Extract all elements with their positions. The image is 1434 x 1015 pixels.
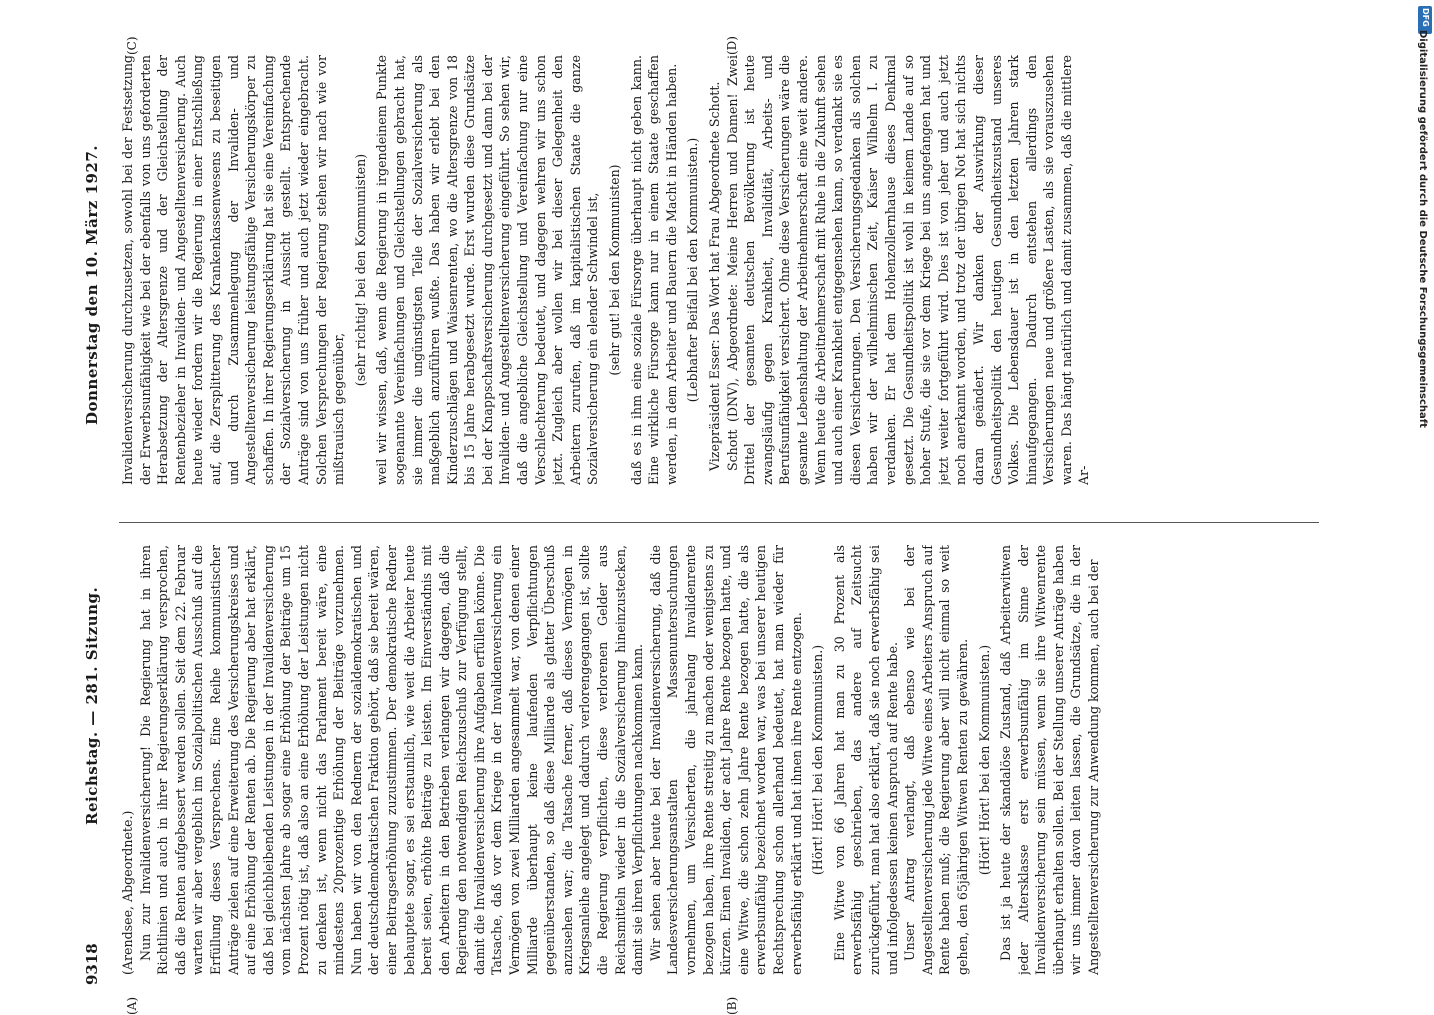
page-header <box>75 25 109 985</box>
paragraph: Das ist ja heute der skandalöse Zustand, daß Arbeiterwitwen jeder Altersklasse erst erwerbsunfähig im Sinne der Invalidenversicherung sein müssen, wenn sie ihre Witwenrente überhaupt erhalten sollen. Bei der Stellung unserer Anträge haben wir uns immer davon leiten lassen, die Grundsätze, die in der Angestelltenversicherung zur Anwendung kommen, auch bei der <box>998 545 1102 975</box>
digitization-credit <box>1414 30 1430 990</box>
paragraph: Vizepräsident Esser: Das Wort hat Frau Abgeordnete Schott. <box>707 81 722 471</box>
margin-marker-a: (A) <box>125 996 139 1015</box>
left-column <box>119 545 1329 975</box>
session-date: Donnerstag den 10. März 1927. <box>83 145 101 425</box>
interjection: (Hört! Hört! bei den Kommunisten.) <box>810 644 826 876</box>
session-title: Reichstag. — 281. Sitzung. <box>83 586 101 825</box>
paragraph: Eine Witwe von 66 Jahren hat man zu 30 Prozent als erwerbsfähig geschrieben, das andere auf Zeitsucht zurückgeführt, man hat also erklärt, daß sie noch erwerbsfähig sei und infolgedessen keinen Anspruch auf Rente habe. <box>831 545 900 975</box>
interjection: (sehr richtig! bei den Kommunisten) <box>352 153 368 387</box>
paragraph: Invalidenversicherung durchzusetzen, sowohl bei der Festsetzung der Erwerbsunfähigkeit wie bei der ebenfalls von uns geforderten Herabsetzung der Altersgrenze und der Gleichstellung der Rentenbezieher in Invaliden- und Angestelltenversicherung. Auch heute wieder fordern wir die Regierung in einer Entschließung auf, die Zersplitterung des Krankenkassenwesens zu beseitigen und durch Zusammenlegung der Invaliden- und Angestelltenversicherung leistungsfähige Versicherungskörper zu schaffen. In ihrer Regierungserklärung hat sie eine Vereinfachung der Sozialversicherung in Aussicht gestellt. Entsprechende Anträge sind von uns früher und auch jetzt wieder eingebracht. Solchen Versprechungen der Regierung stehen wir nach wie vor mißtrauisch gegenüber, <box>120 55 347 485</box>
paragraph: weil wir wissen, daß, wenn die Regierung in irgendeinem Punkte sogenannte Vereinfachungen und Gleichstellungen gebracht hat, sie immer die ungünstigsten Teile der Sozialversicherung als maßgeblich anzuführen wußte. Das haben wir erlebt bei den Kinderzuschlägen und Waisenrenten, wo die Altersgrenze von 18 bis 15 Jahre herabgesetzt wurde. Erst wurden diese Grundsätze bei der Knappschaftsversicherung durchgesetzt und dann bei der Invaliden- und Angestelltenversicherung eingeführt. So sehen wir, daß die angebliche Gleichstellung und Vereinfachung nur eine Verschlechterung bedeutet, und dagegen wehren wir uns schon jetzt. Zugleich aber wollen wir bei dieser Gelegenheit den Arbeitern zurufen, daß im kapitalistischen Staate die ganze Sozialversicherung ein elender Schwindel ist, <box>374 55 601 485</box>
margin-marker-d: (D) <box>725 36 739 55</box>
column-divider <box>119 522 1319 523</box>
digitization-credit-text: Digitalisierung gefördert durch die Deutsche Forschungsgemeinschaft <box>1417 30 1428 428</box>
dfg-logo-text: DFG <box>1421 8 1430 27</box>
paragraph: daß es in ihm eine soziale Fürsorge überhaupt nicht geben kann. Eine wirkliche Fürsorge kann nur in einem Staate geschaffen werden, in dem Arbeiter und Bauern die Macht in Händen haben. <box>628 55 679 485</box>
paragraph: Unser Antrag verlangt, daß ebenso wie bei der Angestelltenversicherung jede Witwe eines Arbeiters Anspruch auf Rente haben muß; die Regierung aber will nicht einmal so weit gehen, den 65jährigen Witwen Renten zu gewähren. <box>902 545 970 975</box>
speaker-continuation: (Arendsee, Abgeordnete.) <box>120 810 135 975</box>
interjection: (sehr gut! bei den Kommunisten) <box>607 164 623 376</box>
page-number: 9318 <box>83 943 101 985</box>
interjection: (Hört! Hört! bei den Kommunisten.) <box>976 644 992 876</box>
paragraph: Wir sehen aber heute bei der Invalidenversicherung, daß die Landesversicherungsanstalten Massenuntersuchungen vornehmen, um Versicherten, die jahrelang Invalidenrente bezogen haben, ihre Rente streitig zu machen oder wenigstens zu kürzen. Einen Invaliden, der acht Jahre Rente bezogen hatte, und eine Witwe, die schon zehn Jahre Rente bezogen hatte, die als erwerbsunfähig bezeichnet worden war, was bei unserer heutigen Rechtsprechung schon allerhand bedeutet, hat man wieder für erwerbsfähig erklärt und hat ihnen ihre Rente entzogen. <box>647 545 804 975</box>
paragraph: Nun zur Invalidenversicherung! Die Regierung hat in ihren Richtlinien und auch in ihrer Regierungserklärung versprochen, daß die Renten aufgebessert werden sollen. Seit dem 22. Februar warten wir aber vergeblich im Sozialpolitischen Ausschuß auf die Erfüllung dieses Versprechens. Eine Reihe kommunistischer Anträge zielen auf eine Erweiterung des Versicherungskreises und auf eine Erhöhung der Renten ab. Die Regierung aber hat erklärt, daß bei gleichbleibenden Leistungen in der Invalidenversicherung vom nächsten Jahre ab sogar eine Erhöhung der Beiträge um 15 Prozent nötig ist, daß also an eine Erhöhung der Leistungen nicht zu denken ist, wenn nicht das Parlament bereit wäre, eine mindestens 20prozentige Erhöhung der Beiträge vorzunehmen. Nun haben wir von den Rednern der sozialdemokratischen und der deutschdemokratischen Fraktion gehört, daß sie bereit wären, einer Beitragserhöhung zuzustimmen. Der demokratische Redner behauptete sogar, es sei erstaunlich, wie weit die Arbeiter heute bereit seien, erhöhte Beiträge zu leisten. Im Einverständnis mit den Arbeitern in den Betrieben verlangen wir dagegen, daß die Regierung den notwendigen Reichszuschuß zur Verfügung stellt, damit die Invalidenversicherung ihre Aufgaben erfüllen könne. Die Tatsache, daß vor dem Kriege in der Invalidenversicherung ein Vermögen von zwei Milliarden angesammelt war, von denen einer Milliarde überhaupt keine laufenden Verpflichtungen gegenüberstanden, so daß diese Milliarde als glatter Überschuß anzusehen war; die Tatsache ferner, daß dieses Vermögen in Kriegsanleihe angelegt und dadurch verlorengegangen ist, sollte die Regierung verpflichten, diese verlorenen Gelder aus Reichsmitteln wieder in die Sozialversicherung hineinzustecken, damit sie ihren Verpflichtungen nachkommen kann. <box>137 545 646 975</box>
interjection: (Lebhafter Beifall bei den Kommunisten.) <box>685 137 701 403</box>
margin-marker-b: (B) <box>725 996 739 1015</box>
rotated-page <box>75 25 1365 1015</box>
right-column <box>119 55 1329 485</box>
margin-marker-c: (C) <box>125 36 139 55</box>
paragraph: Schott (DNV), Abgeordnete: Meine Herren und Damen! Zwei Drittel der gesamten deutschen Bevölkerung ist heute zwangsläufig gegen Krankheit, Invalidität, Arbeits- und Berufsunfähigkeit versichert. Ohne diese Versicherungen wäre die gesamte Lebenshaltung der Arbeitnehmerschaft eine weit andere. Wenn heute die Arbeitnehmerschaft mit Ruhe in die Zukunft sehen und auch einer Krankheit entgegensehen kann, so verdankt sie es diesen Versicherungen. Den Versicherungsgedanken als solchen haben wir der wilhelminischen Zeit, Kaiser Wilhelm I. zu verdanken. Er hat dem Hohenzollernhause dieses Denkmal gesetzt. Die Gesundheitspolitik ist wohl in keinem Lande auf so hoher Stufe, die sie vor dem Kriege bei uns angefangen hat und jetzt weiter fortgeführt wird. Dies ist von jeher und auch jetzt noch anerkannt worden, und trotz der übrigen Not hat sich nichts daran geändert. Wir danken der Auswirkung dieser Gesundheitspolitik den heutigen Gesundheitszustand unseres Volkes. Die Lebensdauer ist in den letzten Jahren stark hinaufgegangen. Dadurch entstehen allerdings den Versicherungen neue und größere Lasten, als sie vorauszusehen waren. Das hängt natürlich und damit zusammen, daß die mittlere Ar- <box>724 55 1092 485</box>
